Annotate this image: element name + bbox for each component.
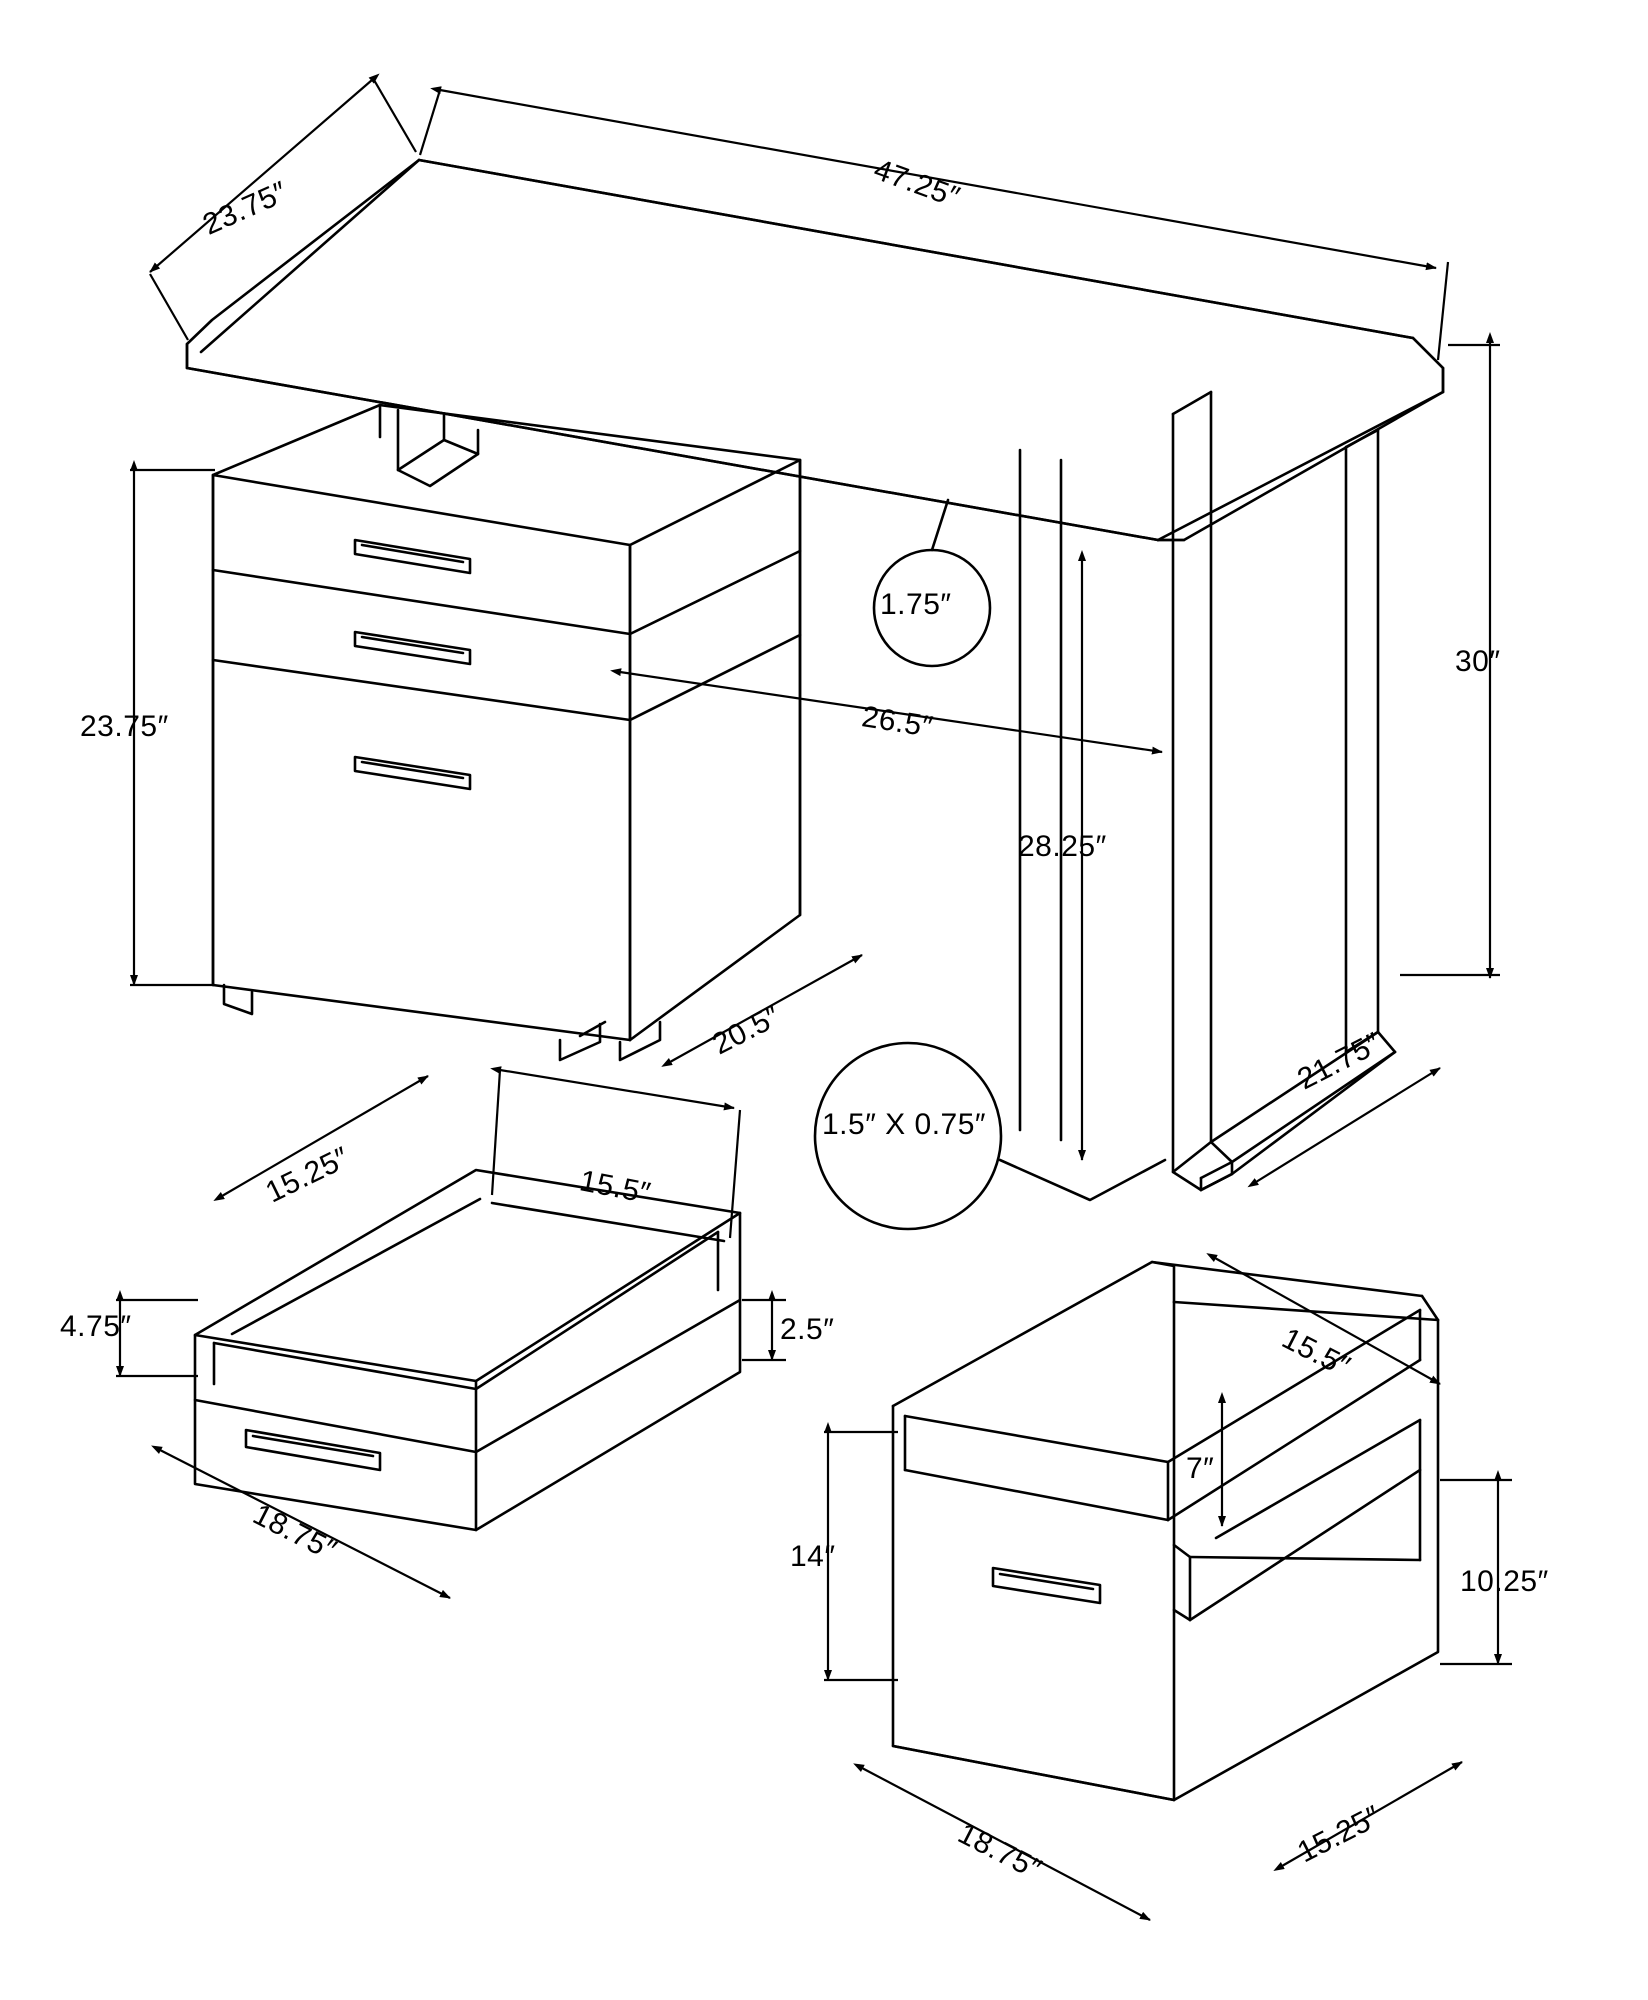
- dim-small-drawer-front-width: 18.75″: [247, 1497, 342, 1568]
- dim-file-drawer-inner-height: 7″: [1186, 1452, 1215, 1485]
- dim-file-drawer-front-width: 18.75″: [952, 1816, 1047, 1887]
- dim-cabinet-height: 23.75″: [80, 710, 169, 743]
- right-leg-frame: [1173, 392, 1395, 1190]
- desk-top: [187, 160, 1443, 540]
- dim-desk-depth: 23.75″: [198, 175, 293, 242]
- file-drawer: [893, 1262, 1438, 1800]
- dim-leg-height: 28.25″: [1018, 830, 1107, 863]
- small-drawer: [195, 1170, 740, 1530]
- drawer-cabinet: [213, 405, 800, 1060]
- dim-small-drawer-inner-width: 15.5″: [576, 1164, 654, 1211]
- dim-top-thickness: 1.75″: [880, 588, 952, 621]
- dim-file-drawer-depth: 15.25″: [1292, 1799, 1387, 1870]
- dim-desk-height: 30″: [1455, 645, 1501, 678]
- dim-frame-profile: 1.5″ X 0.75″: [822, 1108, 987, 1141]
- dim-small-drawer-inner-depth: 15.25″: [260, 1140, 355, 1210]
- dim-small-drawer-box-height: 2.5″: [780, 1313, 835, 1346]
- dim-desk-width: 47.25″: [869, 153, 965, 215]
- desk-back-panel: [1020, 450, 1061, 1140]
- center-support: [398, 410, 478, 486]
- dim-small-drawer-front-height: 4.75″: [60, 1310, 132, 1343]
- dim-cabinet-depth: 20.5″: [707, 999, 786, 1062]
- dim-file-drawer-front-height: 14″: [790, 1540, 836, 1573]
- dim-clearance-width: 26.5″: [859, 700, 936, 744]
- dim-file-drawer-box-height: 10.25″: [1460, 1565, 1549, 1598]
- dim-leg-depth: 21.75″: [1292, 1026, 1387, 1097]
- dim-file-drawer-inner-width: 15.5″: [1276, 1321, 1356, 1384]
